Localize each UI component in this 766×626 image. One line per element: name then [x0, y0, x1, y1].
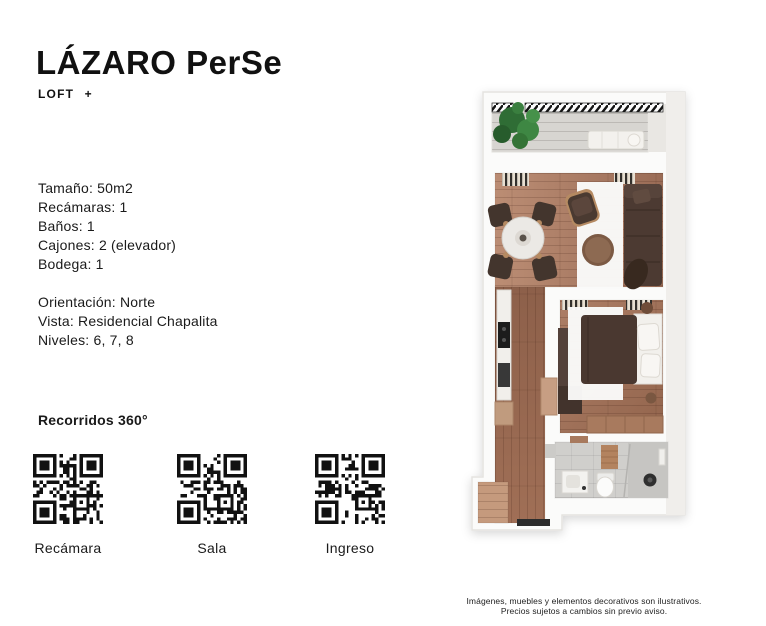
decor-icon: [646, 393, 657, 404]
outdoor-bench-icon: [588, 131, 644, 149]
balcony: [492, 102, 666, 152]
disclaimer: [440, 596, 728, 616]
location-info: [38, 293, 218, 350]
toilet-icon: [597, 473, 615, 497]
spec-storage: Bodega: 1: [38, 256, 104, 272]
qr-row: [0, 454, 440, 584]
stool-icon: [641, 302, 653, 314]
disclaimer-line-2: Precios sujetos a cambios sin previo aviso.: [500, 606, 668, 616]
qr-code-ingreso-icon: [315, 454, 385, 524]
spec-size: Tamaño: 50m2: [38, 180, 134, 196]
qr-label-sala: Sala: [197, 540, 227, 556]
tours-heading: Recorridos 360°: [38, 412, 148, 428]
qr-label-recamara: Recámara: [34, 540, 102, 556]
levels-line: Niveles: 6, 7, 8: [38, 332, 134, 348]
dining-table-icon: [502, 217, 544, 259]
window-vent-icon: [502, 173, 529, 186]
spec-bedrooms: Recámaras: 1: [38, 199, 128, 215]
qr-item-sala: [177, 454, 247, 556]
bathroom: [545, 436, 668, 498]
bathroom-doorway: [545, 444, 556, 458]
wall-shelf-icon: [570, 436, 588, 443]
entry-door-icon: [517, 519, 550, 526]
qr-code-sala-icon: [177, 454, 247, 524]
floorplan: [440, 78, 766, 548]
coffee-table-icon: [582, 234, 614, 266]
spec-bathrooms: Baños: 1: [38, 218, 95, 234]
pillow-icon: [637, 323, 660, 350]
side-cabinet-icon: [541, 378, 557, 415]
kitchen-sink-icon: [498, 363, 510, 387]
shower-shelf-icon: [659, 449, 665, 465]
lower-cabinet-icon: [495, 402, 513, 425]
qr-code-recamara-icon: [33, 454, 103, 524]
living-dining-room: [487, 173, 663, 293]
pillow-icon: [640, 354, 660, 378]
sink-vanity-icon: [562, 471, 588, 493]
qr-item-recamara: [33, 454, 103, 556]
orientation-line: Orientación: Norte: [38, 294, 156, 310]
right-wall: [666, 92, 685, 515]
qr-item-ingreso: [315, 454, 385, 556]
project-subtitle: LOFT +: [38, 87, 93, 101]
unit-specs: [38, 179, 176, 274]
disclaimer-line-1: Imágenes, muebles y elementos decorativos son ilustrativos.: [466, 596, 702, 606]
railing-icon: [525, 103, 663, 112]
bed-icon: [581, 314, 662, 384]
project-title: LÁZARO PerSe: [36, 44, 283, 81]
floorplan-rendering: [440, 78, 766, 548]
qr-label-ingreso: Ingreso: [325, 540, 375, 556]
spec-parking: Cajones: 2 (elevador): [38, 237, 177, 253]
view-line: Vista: Residencial Chapalita: [38, 313, 218, 329]
cooktop-icon: [498, 322, 510, 348]
bedroom: [558, 300, 663, 433]
sofa-icon: [619, 184, 662, 293]
